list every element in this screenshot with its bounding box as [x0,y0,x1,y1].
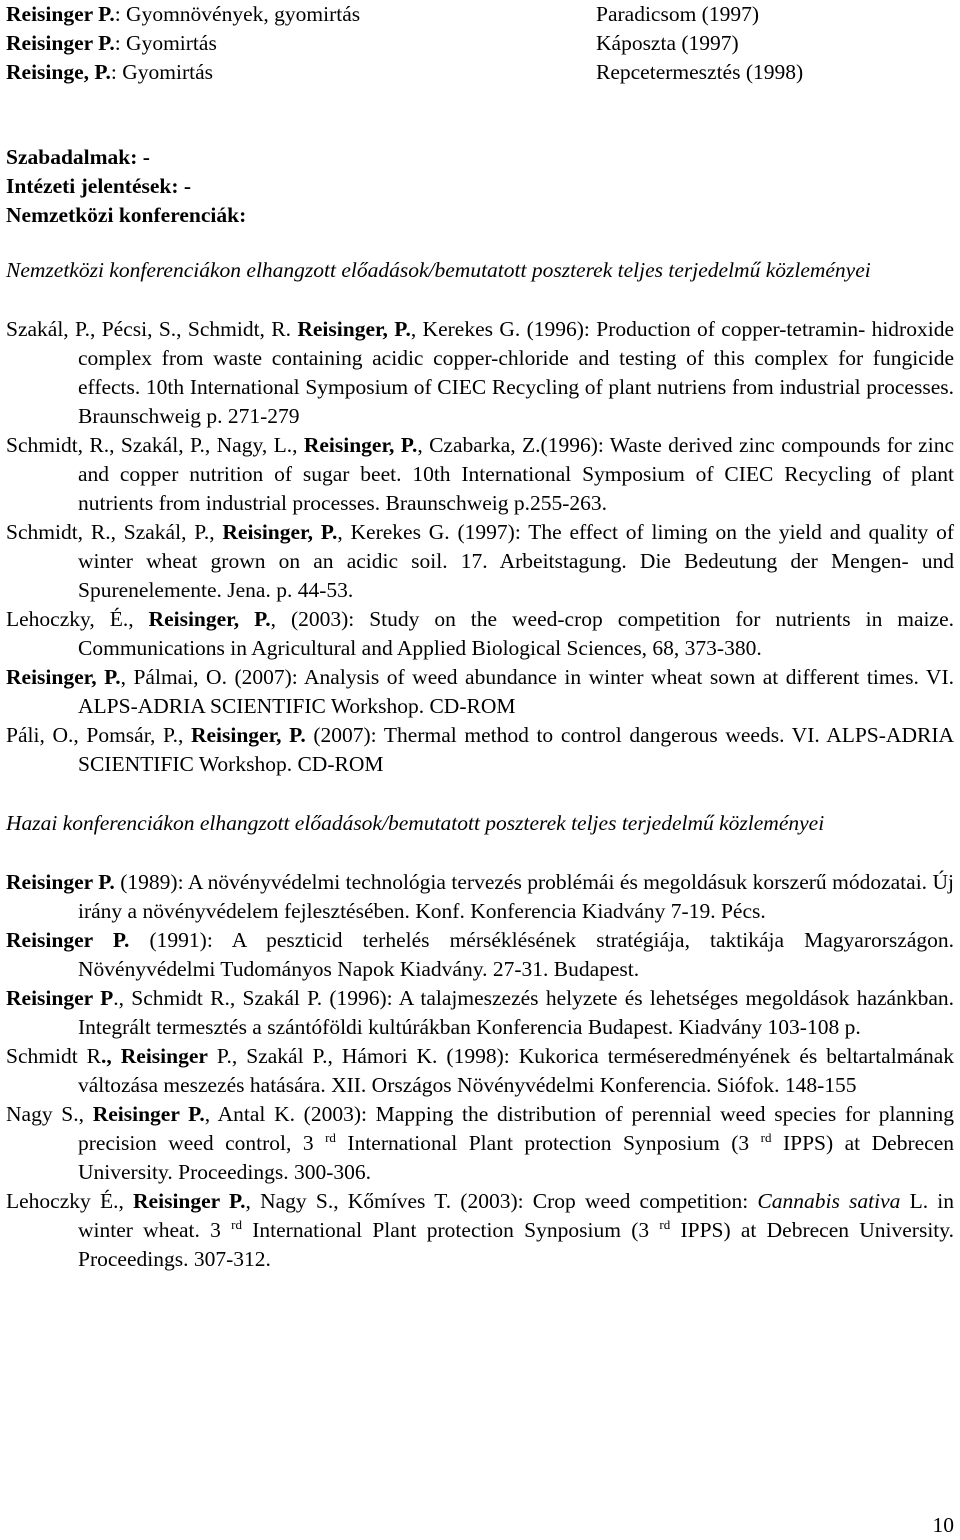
intl-section-heading: Nemzetközi konferenciákon elhangzott előadások/bemutatott poszterek teljes terjedelmű közleményei [6,258,871,282]
reference-item: Páli, O., Pomsár, P., Reisinger, P. (2007): Thermal method to control dangerous weeds. VI. ALPS-ADRIA SCIENTIFIC Workshop. CD-ROM [6,723,955,776]
top-line-1 [6,0,954,29]
right-text: Káposzta (1997) [596,31,739,55]
reference-item: Schmidt, R., Szakál, P., Nagy, L., Reisinger, P., Czabarka, Z.(1996): Waste derived zinc compounds for zinc and copper nutrition of sugar beet. 10th International Symposium of CIEC Recycling of plant nutrients from industrial processes. Braunschweig p.255-263. [6,433,954,515]
intl-conferences-header: Nemzetközi konferenciák: [6,203,247,227]
title-text: : Gyomirtás [110,60,214,84]
author-name: Reisinger P. [6,31,115,55]
reference-item: Reisinger P. (1991): A peszticid terhelés mérséklésének stratégiája, taktikája Magyarországon. Növényvédelmi Tudományos Napok Kiadvány. 27-31. Budapest. [6,928,954,981]
reference-item: Reisinger P., Schmidt R., Szakál P. (1996): A talajmeszezés helyzete és lehetséges megoldások hazánkban. Integrált termesztés a szántóföldi kultúrákban Konferencia Budapest. Kiadvány 103-108 p. [6,986,955,1039]
domestic-section-heading: Hazai konferenciákon elhangzott előadások/bemutatott poszterek teljes terjedelmű közleményei [6,811,825,835]
top-line-3 [6,58,954,87]
reference-item: Reisinger, P., Pálmai, O. (2007): Analysis of weed abundance in winter wheat sown at different times. VI. ALPS-ADRIA SCIENTIFIC Workshop. CD-ROM [6,665,954,718]
reports-header: Intézeti jelentések: - [6,174,192,198]
author-name: Reisinger P. [6,2,115,26]
document-page [6,0,954,1274]
reference-item: Nagy S., Reisinger P., Antal K. (2003): Mapping the distribution of perennial weed species for planning precision weed control, 3 $^{rd}$ International Plant protection Synposium (3 $^{rd}$ IPPS) at Debrecen University. Proceedings. 300-306. [6,1102,954,1184]
title-text: : Gyomnövények, gyomirtás [114,2,361,26]
page-number: 10 [932,1513,954,1537]
patents-header: Szabadalmak: - [6,145,150,169]
domestic-reference-list [6,868,954,1274]
reference-item: Schmidt, R., Szakál, P., Reisinger, P., Kerekes G. (1997): The effect of liming on the yield and quality of winter wheat grown on an acidic soil. 17. Arbeitstagung. Die Bedeutung der Mengen- und Spurenelemente. Jena. p. 44-53. [6,520,954,602]
reference-item: Reisinger P. (1989): A növényvédelmi technológia tervezés problémái és megoldásuk korszerű módozatai. Új irány a növényvédelem fejlesztésében. Konf. Konferencia Kiadvány 7-19. Pécs. [6,870,955,923]
reference-item: Szakál, P., Pécsi, S., Schmidt, R. Reisinger, P., Kerekes G. (1996): Production of copper-tetramin- hidroxide complex from waste containing acidic copper-chloride and testing of this complex for fungicide effects. 10th International Symposium of CIEC Recycling of plant nutriens from industrial processes. Braunschweig p. 271-279 [6,317,954,428]
author-name: Reisinge, P. [6,60,111,84]
title-text: : Gyomirtás [114,31,217,55]
right-text: Paradicsom (1997) [596,2,760,26]
top-line-2 [6,29,954,58]
reference-item: Schmidt R., Reisinger P., Szakál P., Hámori K. (1998): Kukorica terméseredményének és beltartalmának változása meszezés hatására. XII. Országos Növényvédelmi Konferencia. Siófok. 148-155 [6,1044,954,1097]
reference-item: Lehoczky É., Reisinger P., Nagy S., Kőmíves T. (2003): Crop weed competition: Cannabis sativa L. in winter wheat. 3 $^{rd}$ International Plant protection Synposium (3 $^{rd}$ IPPS) at Debrecen University. Proceedings. 307-312. [6,1189,955,1271]
right-text: Repcetermesztés (1998) [596,60,804,84]
intl-reference-list [6,315,954,779]
reference-item: Lehoczky, É., Reisinger, P., (2003): Study on the weed-crop competition for nutrients in maize. Communications in Agricultural and Applied Biological Sciences, 68, 373-380. [6,607,954,660]
